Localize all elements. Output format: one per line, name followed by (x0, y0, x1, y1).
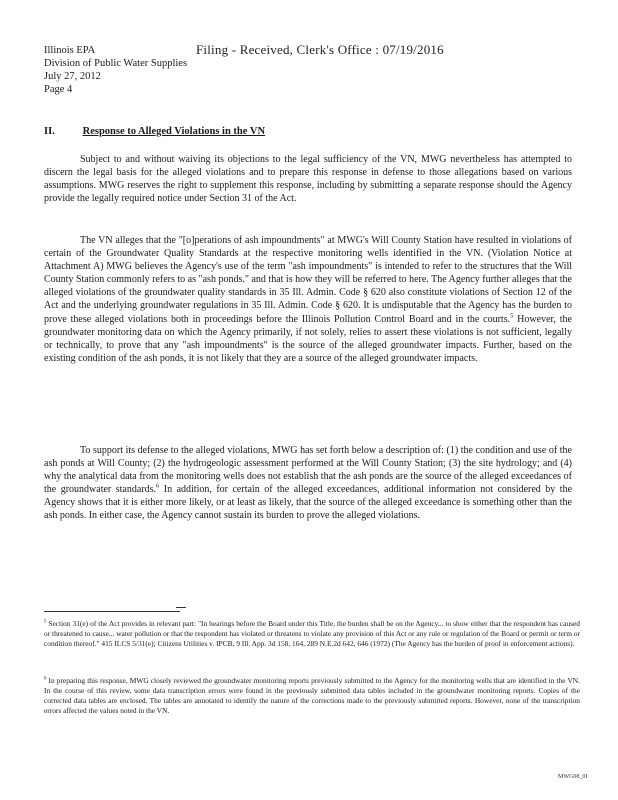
paragraph-2 (44, 234, 572, 365)
header-division: Division of Public Water Supplies (44, 58, 188, 69)
section-number: II. (44, 126, 55, 137)
section-title: Response to Alleged Violations in the VN (82, 126, 266, 137)
paragraph-3-tail: In addition, for certain of the alleged exceedances, additional information not considered by the Agency shows that it is either more likely, or at least as likely, that the source of the alleged exceedance is something other than the ash ponds. In either case, the Agency cannot sustain its burden to prove the alleged violations. (44, 484, 573, 522)
paragraph-2-tail: However, the groundwater monitoring data on which the Agency primarily, if not solely, relies to assert these violations is not sufficient, legally or technically, to prove that any "ash impoundments" is the source of the alleged groundwater impacts. Further, based on the existing condition of the ash ponds, it is not likely that they are a source of the alleged groundwater impacts. (44, 313, 572, 364)
paragraph-1: Subject to and without waiving its objections to the legal sufficiency of the VN, MWG nevertheless has attempted to discern the legal basis for the alleged violations and to prepare this response in defense to those allegations based on various assumptions. MWG reserves the right to supplement this response, including by submitting a separate response should the Agency provide the legally required notice under Section 31 of the Act. (44, 154, 572, 205)
filing-stamp: Filing - Received, Clerk's Office : 07/19/2016 (196, 42, 444, 57)
footnote-separator (44, 611, 180, 612)
header-page: Page 4 (44, 84, 73, 95)
header-org: Illinois EPA (44, 45, 96, 56)
footnote-6-mark: 6 (44, 676, 47, 682)
footnote-ref-6: 6 (156, 482, 160, 490)
footnote-separator-dash (176, 607, 186, 608)
footnote-ref-5: 5 (510, 312, 514, 320)
footnote-5-text: Section 31(e) of the Act provides in relevant part: "In hearings before the Board under this Title, the burden shall be on the Agency... to show either that the respondent has caused or threatened to cause... water pollution or that the respondent has violated or threatens to violate any provision of this Act or any rule or regulation of the Board or permit or term or condition thereof." 415 ILCS 5/31(e); Citizens Utilities v. IPCB, 9 Ill. App. 3d 158, 164, 289 N.E.2d 642, 646 (1972) (The Agency has the burden of proof in enforcement actions). (44, 619, 580, 648)
footnote-6-text: In preparing this response, MWG closely reviewed the groundwater monitoring reports previously submitted to the Agency for the monitoring wells that are identified in the VN. In the course of this review, some data transcription errors were found in the previously submitted data tables included in the groundwater monitoring reports. Copies of the corrected data tables are enclosed. The tables are annotated to identify the nature of the corrections made to the previously submitted reports. However, none of the transcription errors affected the values noted in the VN. (44, 676, 580, 715)
paragraph-3-text: To support its defense to the alleged violations, MWG has set forth below a description of: (1) the condition and use of the ash ponds at Will County; (2) the hydrogeologic assessment performed at the Will County Station; (3) the site hydrology; and (4) why the analytical data from the monitoring wells does not establish that the ash ponds are the source of the alleged exceedances of the groundwater standards. (44, 445, 572, 496)
paragraph-3 (44, 444, 572, 523)
letter-header (44, 44, 187, 96)
section-heading (44, 126, 265, 137)
header-date: July 27, 2012 (44, 71, 101, 82)
footnote-5 (44, 619, 580, 649)
bates-number: MWG08_0I (558, 774, 588, 780)
paragraph-2-text: The VN alleges that the "[o]perations of ash impoundments" at MWG's Will County Station have resulted in violations of certain of the Groundwater Quality Standards at the respective monitoring wells identified in the VN. (Violation Notice at Attachment A) MWG believes the Agency's use of the term "ash impoundments" is intended to refer to the structures that the Will County Station commonly refers to as "ash ponds." and that is how they will be referred to here. The Agency further alleges that the alleged violations of the groundwater quality standards in 35 Ill. Admin. Code § 620 also constitute violations of Section 12 of the Act and the underlying groundwater regulations in 35 Ill. Admin. Code § 620. It is undisputable that the Agency has the burden to prove these alleged violations both in proceedings before the Illinois Pollution Control Board and in the courts. (44, 235, 572, 325)
footnote-5-mark: 5 (44, 619, 47, 625)
footnote-6 (44, 676, 580, 716)
